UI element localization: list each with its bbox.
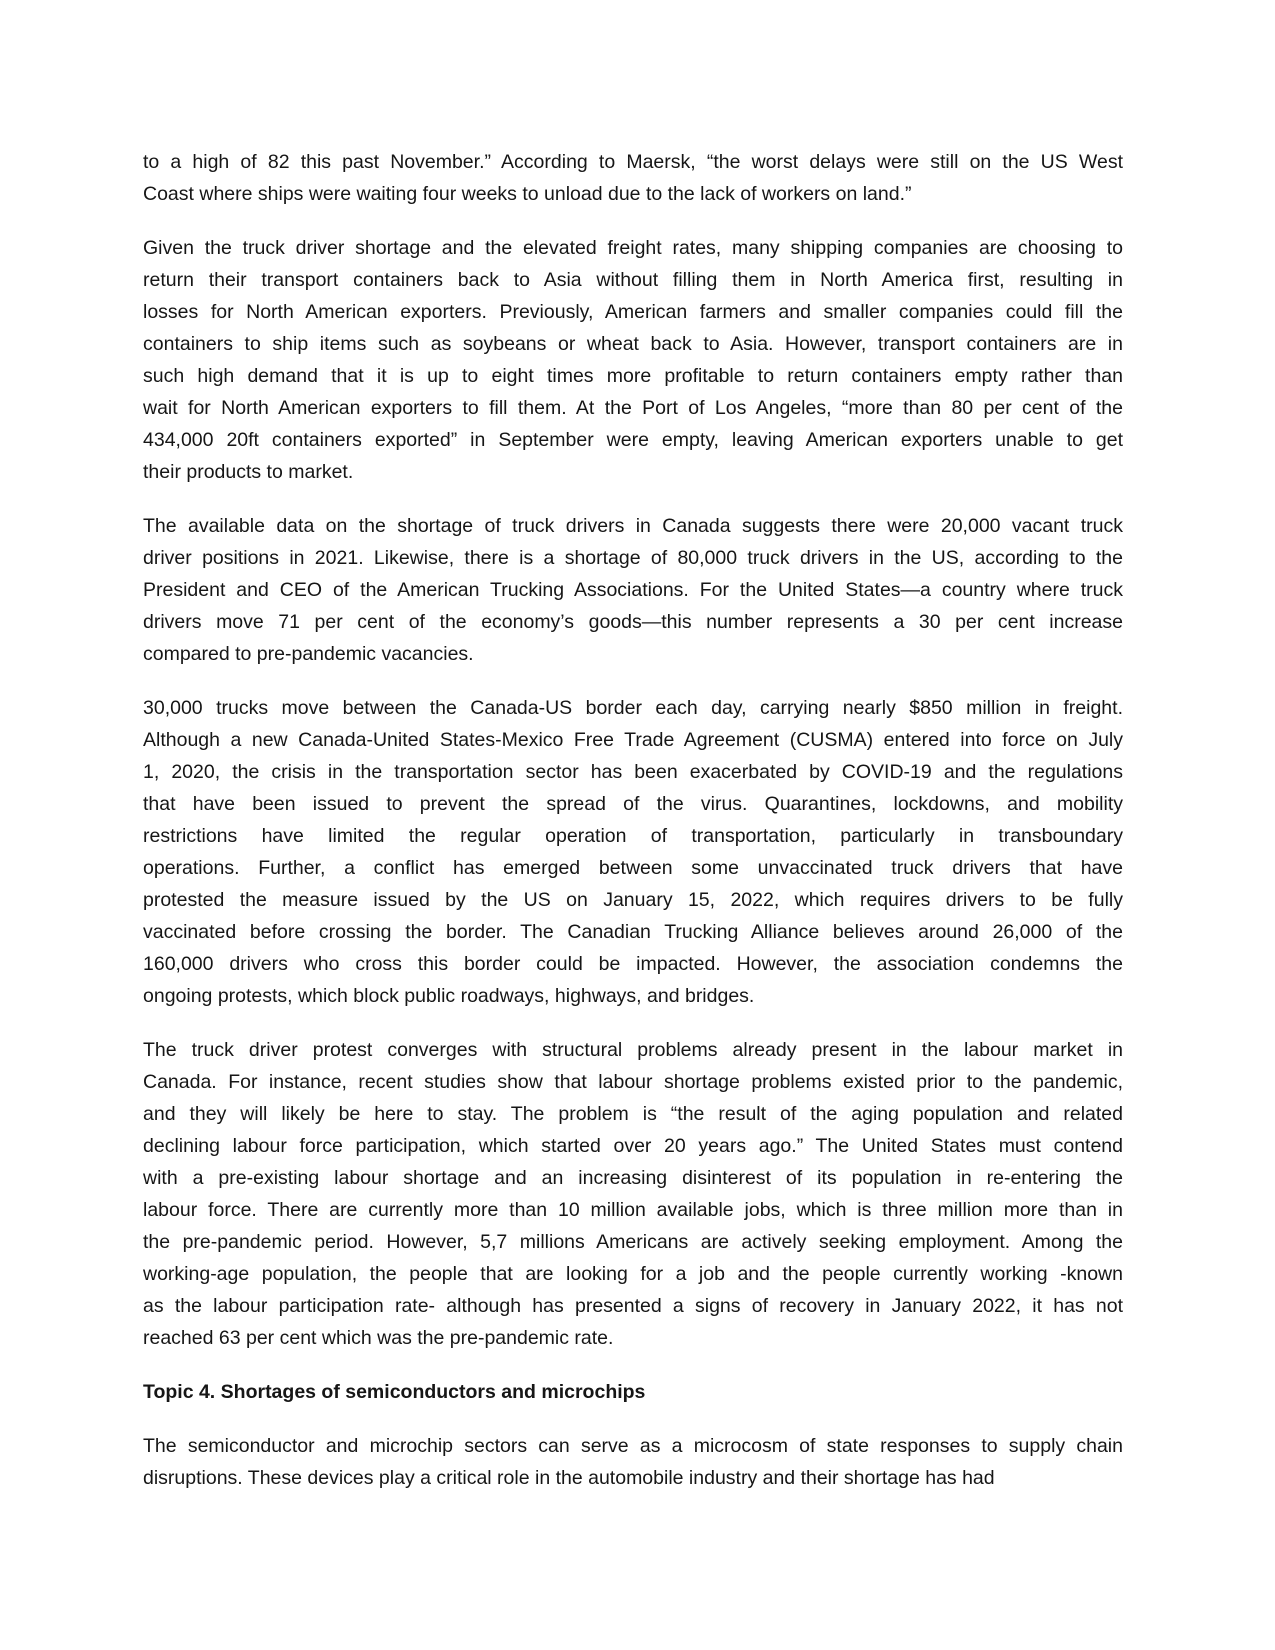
text-line: 1, 2020, the crisis in the transportation sector has been exacerbated by COVID-19 and the regulations <box>143 761 1123 783</box>
text-line: The truck driver protest converges with structural problems already present in the labour market in <box>143 1039 1123 1061</box>
text-line: compared to pre-pandemic vacancies. <box>143 643 474 665</box>
body-paragraph <box>143 510 1123 670</box>
text-line: The semiconductor and microchip sectors can serve as a microcosm of state responses to supply chain <box>143 1435 1123 1457</box>
text-line: 434,000 20ft containers exported” in September were empty, leaving American exporters unable to get <box>143 429 1123 451</box>
text-line: with a pre-existing labour shortage and an increasing disinterest of its population in re-entering the <box>143 1167 1123 1189</box>
text-line: operations. Further, a conflict has emerged between some unvaccinated truck drivers that have <box>143 857 1123 879</box>
body-paragraph <box>143 692 1123 1012</box>
text-line: The available data on the shortage of truck drivers in Canada suggests there were 20,000 vacant truck <box>143 515 1123 537</box>
text-line: Given the truck driver shortage and the elevated freight rates, many shipping companies are choosing to <box>143 237 1123 259</box>
text-line: protested the measure issued by the US on January 15, 2022, which requires drivers to be fully <box>143 889 1123 911</box>
text-line: President and CEO of the American Trucking Associations. For the United States—a country where truck <box>143 579 1123 601</box>
text-line: drivers move 71 per cent of the economy’s goods—this number represents a 30 per cent increase <box>143 611 1123 633</box>
section-heading <box>143 1376 1123 1408</box>
text-line: declining labour force participation, which started over 20 years ago.” The United States must contend <box>143 1135 1123 1157</box>
body-paragraph <box>143 1034 1123 1354</box>
body-paragraph <box>143 1430 1123 1494</box>
text-line: restrictions have limited the regular operation of transportation, particularly in transboundary <box>143 825 1123 847</box>
text-line: 160,000 drivers who cross this border could be impacted. However, the association condemns the <box>143 953 1123 975</box>
body-paragraph <box>143 146 1123 210</box>
text-line: Canada. For instance, recent studies show that labour shortage problems existed prior to the pandemic, <box>143 1071 1123 1093</box>
text-line: disruptions. These devices play a critical role in the automobile industry and their shortage has had <box>143 1467 995 1489</box>
text-line: as the labour participation rate- although has presented a signs of recovery in January 2022, it has not <box>143 1295 1123 1317</box>
text-line: working-age population, the people that are looking for a job and the people currently working -known <box>143 1263 1123 1285</box>
text-line: such high demand that it is up to eight times more profitable to return containers empty rather than <box>143 365 1123 387</box>
text-line: driver positions in 2021. Likewise, there is a shortage of 80,000 truck drivers in the US, according to the <box>143 547 1123 569</box>
heading-text: Topic 4. Shortages of semiconductors and microchips <box>143 1381 646 1403</box>
text-line: losses for North American exporters. Previously, American farmers and smaller companies could fill the <box>143 301 1123 323</box>
text-line: Although a new Canada-United States-Mexico Free Trade Agreement (CUSMA) entered into force on July <box>143 729 1123 751</box>
document-body <box>143 146 1123 1494</box>
text-line: to a high of 82 this past November.” According to Maersk, “the worst delays were still on the US West <box>143 151 1123 173</box>
text-line: 30,000 trucks move between the Canada-US border each day, carrying nearly $850 million in freight. <box>143 697 1123 719</box>
text-line: vaccinated before crossing the border. The Canadian Trucking Alliance believes around 26,000 of the <box>143 921 1123 943</box>
text-line: the pre-pandemic period. However, 5,7 millions Americans are actively seeking employment. Among the <box>143 1231 1123 1253</box>
text-line: and they will likely be here to stay. The problem is “the result of the aging population and related <box>143 1103 1123 1125</box>
text-line: labour force. There are currently more than 10 million available jobs, which is three million more than in <box>143 1199 1123 1221</box>
text-line: return their transport containers back to Asia without filling them in North America first, resulting in <box>143 269 1123 291</box>
text-line: wait for North American exporters to fill them. At the Port of Los Angeles, “more than 80 per cent of the <box>143 397 1123 419</box>
text-line: containers to ship items such as soybeans or wheat back to Asia. However, transport containers are in <box>143 333 1123 355</box>
text-line: ongoing protests, which block public roadways, highways, and bridges. <box>143 985 755 1007</box>
text-line: their products to market. <box>143 461 354 483</box>
text-line: reached 63 per cent which was the pre-pandemic rate. <box>143 1327 614 1349</box>
body-paragraph <box>143 232 1123 488</box>
text-line: Coast where ships were waiting four weeks to unload due to the lack of workers on land.” <box>143 183 912 205</box>
text-line: that have been issued to prevent the spread of the virus. Quarantines, lockdowns, and mobility <box>143 793 1123 815</box>
